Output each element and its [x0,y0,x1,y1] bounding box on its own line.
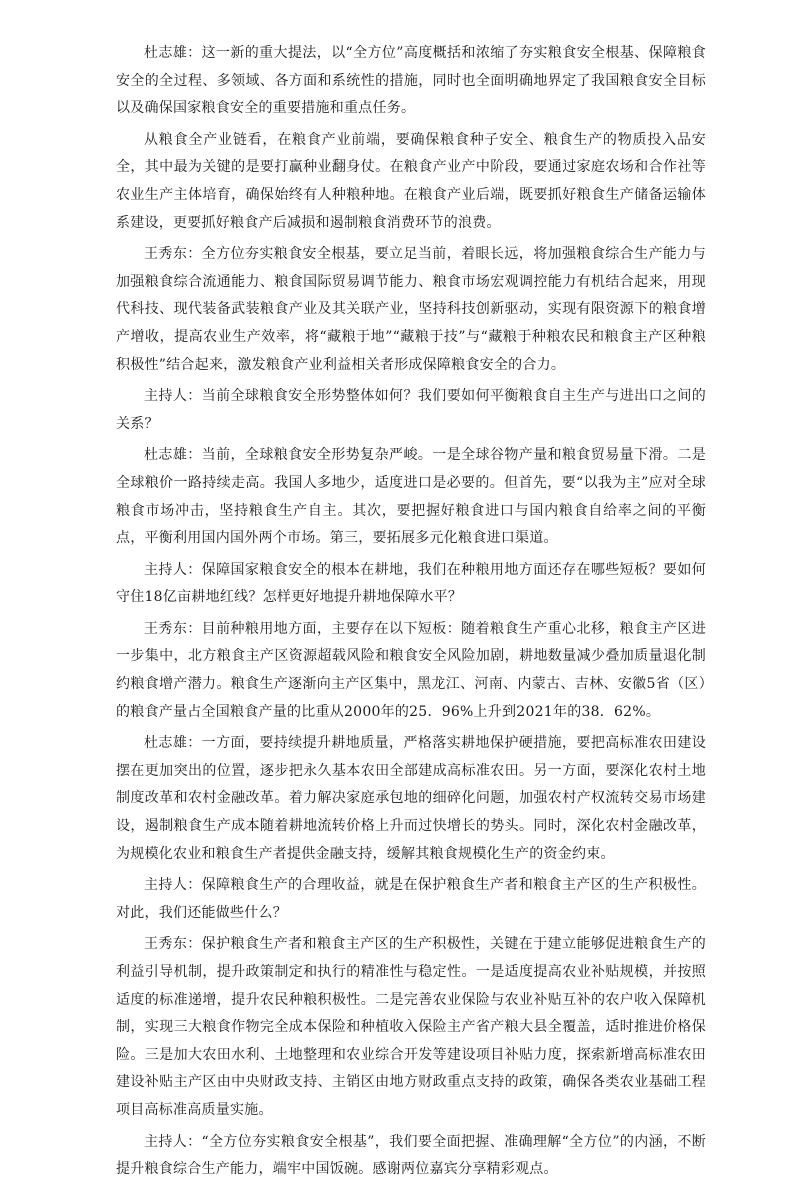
paragraph-host-question-income: 主持人：保障粮食生产的合理收益，就是在保护粮食生产者和粮食主产区的生产积极性。对此，我们还能做些什么？ [116,877,706,921]
paragraph-du-intro: 杜志雄：这一新的重大提法，以“全方位”高度概括和浓缩了夯实粮食安全根基、保障粮食安全的全过程、多领域、各方面和系统性的措施，同时也全面明确地界定了我国粮食安全目标以及确保国家粮食安全的重要措施和重点任务。 [116,45,706,117]
paragraph-host-closing: 主持人：“全方位夯实粮食安全根基”，我们要全面把握、准确理解“全方位”的内涵，不断提升粮食综合生产能力，端牢中国饭碗。感谢两位嘉宾分享精彩观点。 [116,1133,706,1178]
article-body [116,40,706,1188]
paragraph-wang-farmland: 王秀东：目前种粮用地方面，主要存在以下短板：随着粮食生产重心北移，粮食主产区进一步集中，北方粮食主产区资源超载风险和粮食安全风险加剧，耕地数量减少叠加质量退化制约粮食增产潜力。粮食生产逐渐向主产区集中，黑龙江、河南、内蒙古、吉林、安徽5省（区）的粮食产量占全国粮食产量的比重从2000年的25．96%上升到2021年的38．62%。 [116,620,706,720]
paragraph-du-global: 杜志雄：当前，全球粮食安全形势复杂严峻。一是全球谷物产量和粮食贸易量下滑。二是全球粮价一路持续走高。我国人多地少，适度进口是必要的。但首先，要“以我为主”应对全球粮食市场冲击，坚持粮食生产自主。其次，要把握好粮食进口与国内粮食自给率之间的平衡点，平衡利用国内国外两个市场。第三，要拓展多元化粮食进口渠道。 [116,447,706,547]
paragraph-wang-income: 王秀东：保护粮食生产者和粮食主产区的生产积极性，关键在于建立能够促进粮食生产的利益引导机制，提升政策制定和执行的精准性与稳定性。一是适度提高农业补贴规模，并按照适度的标准递增，提升农民种粮积极性。二是完善农业保险与农业补贴互补的农户收入保障机制，实现三大粮食作物完全成本保险和种植收入保险主产省产粮大县全覆盖，适时推进价格保险。三是加大农田水利、土地整理和农业综合开发等建设项目补贴力度，探索新增高标准农田建设补贴主产区由中央财政支持、主销区由地方财政重点支持的政策，确保各类农业基础工程项目高标准高质量实施。 [116,936,706,1118]
paragraph-industry-chain: 从粮食全产业链看，在粮食产业前端，要确保粮食种子安全、粮食生产的物质投入品安全，其中最为关键的是要打赢种业翻身仗。在粮食产业产中阶段，要通过家庭农场和合作社等农业生产主体培育，确保始终有人种粮种地。在粮食产业后端，既要抓好粮食生产储备运输体系建设，更要抓好粮食产后减损和遏制粮食消费环节的浪费。 [116,131,706,231]
paragraph-host-question-global: 主持人：当前全球粮食安全形势整体如何？我们要如何平衡粮食自主生产与进出口之间的关系？ [116,388,706,432]
paragraph-du-farmland: 杜志雄：一方面，要持续提升耕地质量，严格落实耕地保护硬措施，要把高标准农田建设摆在更加突出的位置，逐步把永久基本农田全部建成高标准农田。另一方面，要深化农村土地制度改革和农村金融改革。着力解决家庭承包地的细碎化问题，加强农村产权流转交易市场建设，遏制粮食生产成本随着耕地流转价格上升而过快增长的势头。同时，深化农村金融改革，为规模化农业和粮食生产者提供金融支持，缓解其粮食规模化生产的资金约束。 [116,735,706,862]
paragraph-host-question-farmland: 主持人：保障国家粮食安全的根本在耕地，我们在种粮用地方面还存在哪些短板？要如何守住18亿亩耕地红线？怎样更好地提升耕地保障水平？ [116,561,706,606]
paragraph-wang-foundation: 王秀东：全方位夯实粮食安全根基，要立足当前，着眼长远，将加强粮食综合生产能力与加强粮食综合流通能力、粮食国际贸易调节能力、粮食市场宏观调控能力有机结合起来，用现代科技、现代装备武装粮食产业及其关联产业，坚持科技创新驱动，实现有限资源下的粮食增产增收，提高农业生产效率，将“藏粮于地”“藏粮于技”与“藏粮于种粮农民和粮食主产区种粮积极性”结合起来，激发粮食产业利益相关者形成保障粮食安全的合力。 [116,246,706,373]
